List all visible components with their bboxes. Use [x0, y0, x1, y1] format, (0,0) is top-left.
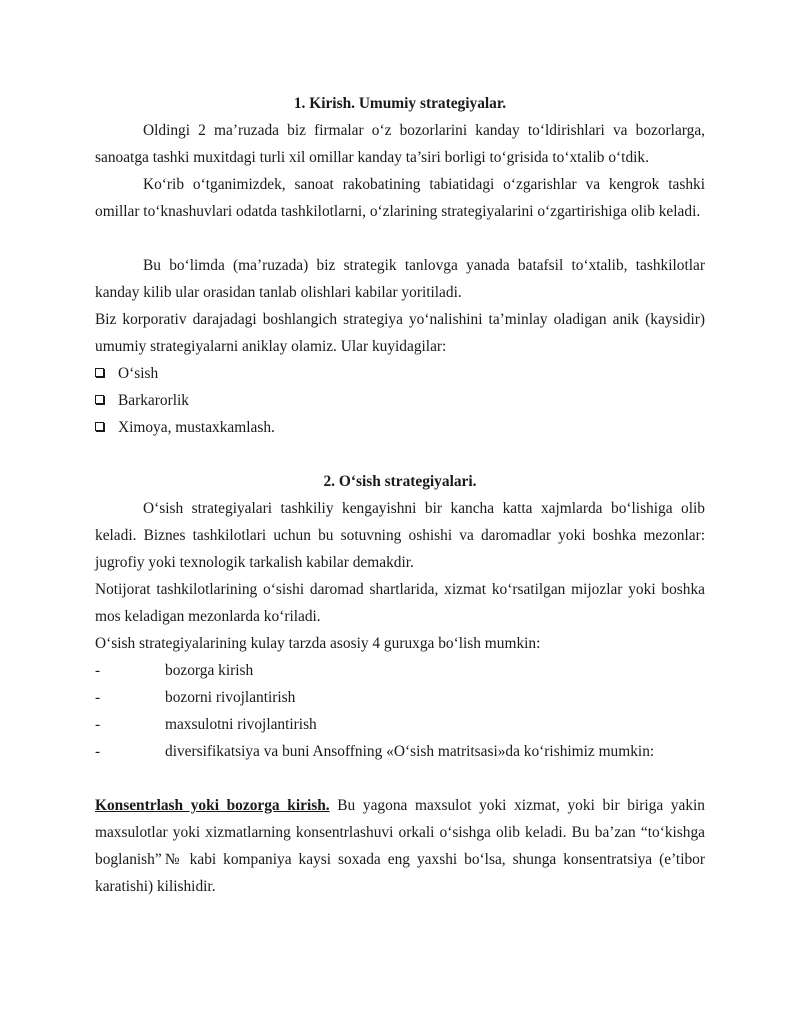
bullet-item: Ximoya, mustaxkamlash.: [95, 414, 275, 441]
section-2-paragraph-3: O‘sish strategiyalarining kulay tarzda asosiy 4 guruxga bo‘lish mumkin:: [95, 635, 541, 652]
section-1-heading: 1. Kirish. Umumiy strategiyalar.: [293, 95, 507, 112]
section-2-paragraph-2: Notijorat tashkilotlarining o‘sishi daromad shartlarida, xizmat ko‘rsatilgan mijozlar yoki boshka mos keladigan mezonlarda ko‘riladi.: [95, 581, 705, 625]
term-description: Bu yagona maxsulot yoki xizmat, yoki bir biriga yakin maxsulotlar yoki xizmatlarning konsentrlashuvi orkali o‘sishga olib keladi. Bu ba’zan “to‘kishga boglanish”№ kabi kompaniya kaysi soxada eng yaxshi bo‘lsa, shunga konsentratsiya (e’tibor karatishi) kilishidir.: [95, 797, 705, 895]
dash-list-item: - bozorga kirish: [95, 662, 254, 679]
section-1-paragraph-4: Biz korporativ darajadagi boshlangich strategiya yo‘nalishini ta’minlay oladigan anik (kaysidir) umumiy strategiyalarni aniklay olamiz. Ular kuyidagilar:: [95, 311, 705, 355]
bullet-item: O‘sish: [95, 360, 158, 387]
section-1-paragraph-1: Oldingi 2 ma’ruzada biz firmalar o‘z bozorlarini kanday to‘ldirishlari va bozorlarga, sanoatga tashki muxitdagi turli xil omillar kanday ta’siri borligi to‘grisida to‘xtalib o‘tdik.: [95, 122, 705, 166]
dash-list-item: - maxsulotni rivojlantirish: [95, 716, 317, 733]
dash-list-item: - bozorni rivojlantirish: [95, 689, 296, 706]
section-1-paragraph-3: Bu bo‘limda (ma’ruzada) biz strategik tanlovga yanada batafsil to‘xtalib, tashkilotlar kanday kilib ular orasidan tanlab olishlari kabilar yoritiladi.: [95, 257, 705, 301]
bullet-item: Barkarorlik: [95, 387, 189, 414]
square-bullet-icon: [95, 368, 104, 377]
term-heading: Konsentrlash yoki bozorga kirish.: [95, 797, 330, 814]
section-2-heading: 2. O‘sish strategiyalari.: [323, 473, 477, 490]
square-bullet-icon: [95, 422, 104, 431]
square-bullet-icon: [95, 395, 104, 404]
section-1-paragraph-2: Ko‘rib o‘tganimizdek, sanoat rakobatining tabiatidagi o‘zgarishlar va kengrok tashki omillar to‘knashuvlari odatda tashkilotlarni, o‘zlarining strategiyalarini o‘zgartirishiga olib keladi.: [95, 176, 705, 220]
section-2-paragraph-1: O‘sish strategiyalari tashkiliy kengayishni bir kancha katta xajmlarda bo‘lishiga olib keladi. Biznes tashkilotlari uchun bu sotuvning oshishi va daromadlar yoki boshka mezonlar: jugrofiy yoki texnologik tarkalish kabilar demakdir.: [95, 500, 705, 571]
section-3-paragraph: [95, 792, 705, 900]
dash-list-item: - diversifikatsiya va buni Ansoffning «O‘sish matritsasi»da ko‘rishimiz mumkin:: [95, 743, 655, 760]
